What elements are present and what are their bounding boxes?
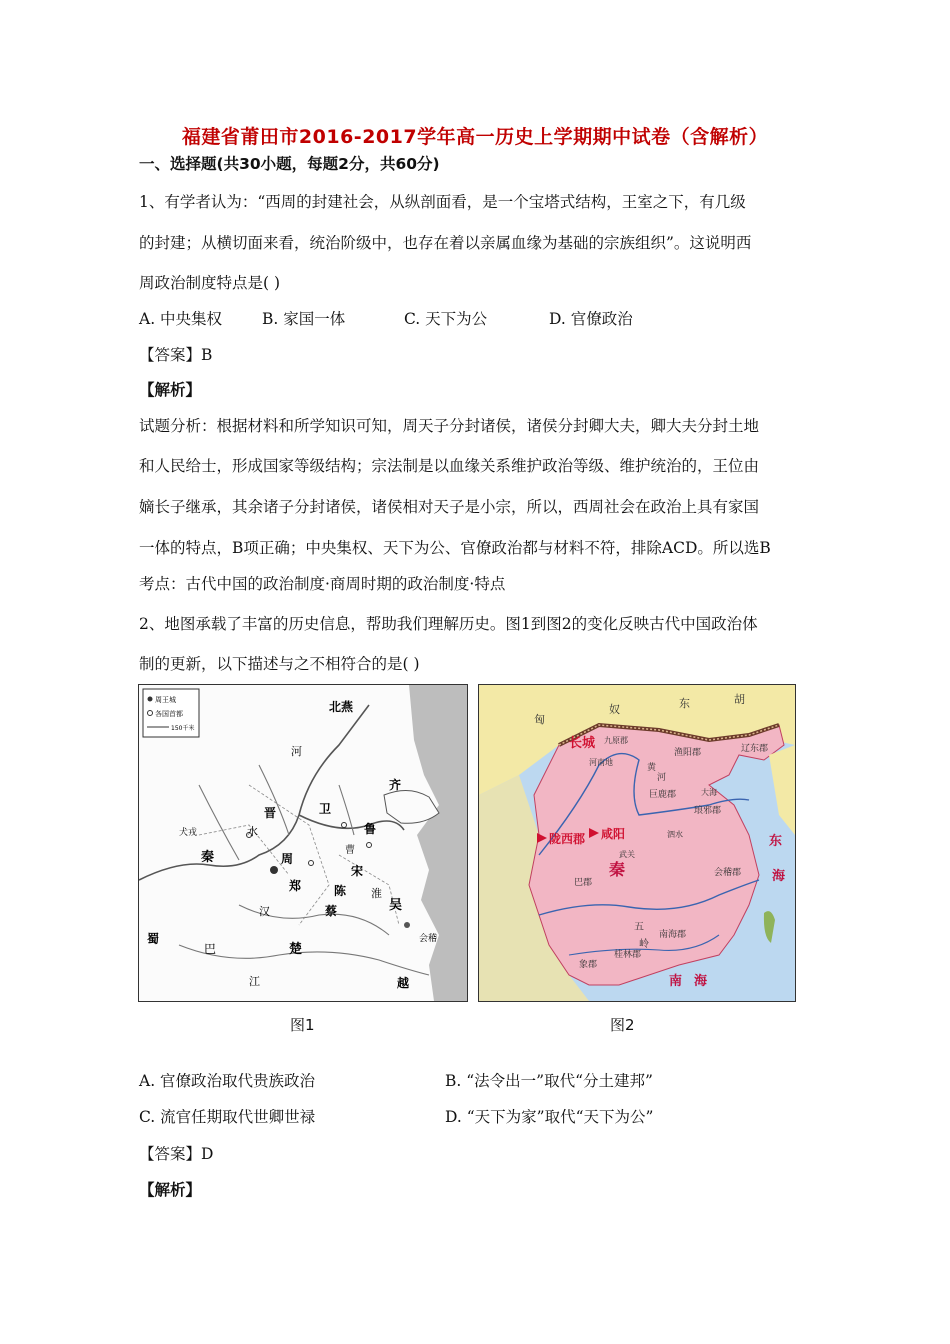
label-qin-state: 秦 — [609, 860, 626, 879]
zhou-map-drawing — [139, 685, 467, 1001]
q1-stem-line-2: 的封建；从横切面来看，统治阶级中，也存在着以亲属血缘为基础的宗族组织”。这说明西 — [139, 234, 752, 252]
label-chu: 楚 — [289, 942, 303, 957]
label-han: 汉 — [259, 905, 270, 918]
label-yuyang: 渔阳郡 — [674, 748, 702, 758]
q1-exam-point: 考点：古代中国的政治制度·商周时期的政治制度·特点 — [139, 575, 506, 593]
label-julu: 巨鹿郡 — [649, 790, 677, 800]
label-beiyan: 北燕 — [329, 700, 354, 714]
q1-analysis-heading: 【解析】 — [139, 381, 202, 399]
label-qin: 秦 — [201, 850, 215, 865]
q2-option-b: B. “法令出一”取代“分土建邦” — [445, 1072, 653, 1090]
label-shu: 蜀 — [147, 932, 160, 946]
label-xianyang: 咸阳 — [601, 827, 626, 841]
label-yue: 越 — [397, 976, 410, 990]
q1-analysis-line-3: 嫡长子继承，其余诸子分封诸侯，诸侯相对天子是小宗，所以，西周社会在政治上具有家国 — [139, 498, 760, 516]
q2-option-a: A. 官僚政治取代贵族政治 — [139, 1072, 316, 1090]
section-heading: 一、选择题(共30小题，每题2分，共60分) — [139, 155, 440, 173]
document-title: 福建省莆田市2016-2017学年高一历史上学期期中试卷（含解析） — [181, 126, 769, 148]
q2-stem-line-2: 制的更新，以下描述与之不相符合的是( ) — [139, 655, 420, 673]
q1-option-a: A. 中央集权 — [139, 310, 223, 328]
label-huang: 黄 — [647, 763, 657, 773]
label-he: 河 — [291, 745, 302, 758]
q1-stem-line-1: 1、有学者认为：“西周的封建社会，从纵剖面看，是一个宝塔式结构，王室之下，有几级 — [139, 193, 746, 211]
q2-option-d: D. “天下为家”取代“天下为公” — [445, 1108, 654, 1126]
label-liaodong: 辽东郡 — [741, 744, 769, 754]
label-huai: 淮 — [371, 887, 382, 900]
label-south: 南 — [669, 974, 683, 989]
legend-scale: 150千米 — [171, 725, 195, 732]
q1-analysis-line-2: 和人民给士，形成国家等级结构；宗法制是以血缘关系维护政治等级、维护统治的，王位由 — [139, 457, 760, 475]
label-xiangjun: 象郡 — [579, 960, 598, 970]
q1-answer: 【答案】B — [139, 346, 213, 364]
label-hu: 胡 — [734, 693, 745, 706]
label-jiuyuan: 九原郡 — [604, 736, 628, 745]
legend-zhou-wangcheng: 周王城 — [155, 696, 176, 704]
label-cao: 曹 — [345, 845, 355, 856]
label-henandi: 河南地 — [589, 758, 613, 767]
q2-stem-line-1: 2、地图承载了丰富的历史信息，帮助我们理解历史。图1到图2的变化反映古代中国政治体 — [139, 615, 758, 633]
label-kuaiji: 会稽 — [419, 934, 438, 944]
figure-1-zhou-map — [138, 684, 468, 1002]
label-south-sea: 海 — [694, 974, 708, 989]
label-kuaiji-jun: 会稽郡 — [714, 868, 742, 878]
label-dahai: 大海 — [701, 788, 717, 797]
label-quanrong: 犬戎 — [179, 828, 198, 838]
label-ba: 巴 — [204, 942, 217, 956]
label-bajun: 巴郡 — [574, 878, 593, 888]
label-jiang: 江 — [249, 975, 260, 988]
label-jin: 晋 — [264, 806, 277, 820]
figure-2-qin-map — [478, 684, 796, 1002]
label-lu: 鲁 — [364, 822, 377, 836]
label-sishui: 泗水 — [667, 830, 683, 839]
label-nanhai-jun: 南海郡 — [659, 930, 687, 940]
label-xiong: 匈 — [534, 713, 545, 726]
q2-analysis-heading: 【解析】 — [139, 1181, 202, 1199]
q2-answer: 【答案】D — [139, 1145, 214, 1163]
figure-2-caption: 图2 — [610, 1016, 635, 1034]
label-zheng: 郑 — [289, 879, 302, 893]
label-wuguan: 武关 — [619, 850, 635, 859]
q1-option-c: C. 天下为公 — [404, 310, 488, 328]
label-wei: 卫 — [319, 802, 332, 816]
label-zhou: 周 — [281, 852, 294, 866]
label-longxi: 陇西郡 — [549, 832, 586, 846]
label-great-wall: 长城 — [569, 736, 596, 751]
label-guilin: 桂林郡 — [614, 950, 642, 960]
label-sea: 海 — [772, 869, 786, 884]
qin-map-drawing — [479, 685, 795, 1001]
label-chen: 陈 — [334, 884, 347, 898]
q1-stem-line-3: 周政治制度特点是( ) — [139, 274, 281, 292]
label-nu: 奴 — [609, 703, 620, 716]
label-shui: 水 — [247, 825, 258, 838]
q1-option-d: D. 官僚政治 — [549, 310, 633, 328]
q1-analysis-line-4: 一体的特点，B项正确；中央集权、天下为公、官僚政治都与材料不符，排除ACD。所以选B — [139, 539, 771, 557]
q2-option-c: C. 流官任期取代世卿世禄 — [139, 1108, 316, 1126]
label-east: 东 — [769, 834, 783, 849]
label-qi: 齐 — [389, 778, 402, 792]
label-wu: 五 — [634, 922, 644, 933]
legend-state-capitals: 各国首都 — [155, 710, 183, 718]
figure-1-caption: 图1 — [290, 1016, 315, 1034]
q1-option-b: B. 家国一体 — [262, 310, 346, 328]
label-langya: 琅邪郡 — [694, 806, 722, 816]
label-wu: 吴 — [389, 898, 403, 913]
label-song: 宋 — [351, 864, 364, 878]
q1-analysis-line-1: 试题分析：根据材料和所学知识可知，周天子分封诸侯，诸侯分封卿大夫，卿大夫分封土地 — [139, 417, 760, 435]
label-ling: 岭 — [639, 939, 649, 950]
label-dong-hu: 东 — [679, 697, 690, 710]
label-river: 河 — [657, 773, 667, 783]
zhou-capital-icon — [148, 697, 153, 702]
label-cai: 蔡 — [325, 904, 338, 918]
